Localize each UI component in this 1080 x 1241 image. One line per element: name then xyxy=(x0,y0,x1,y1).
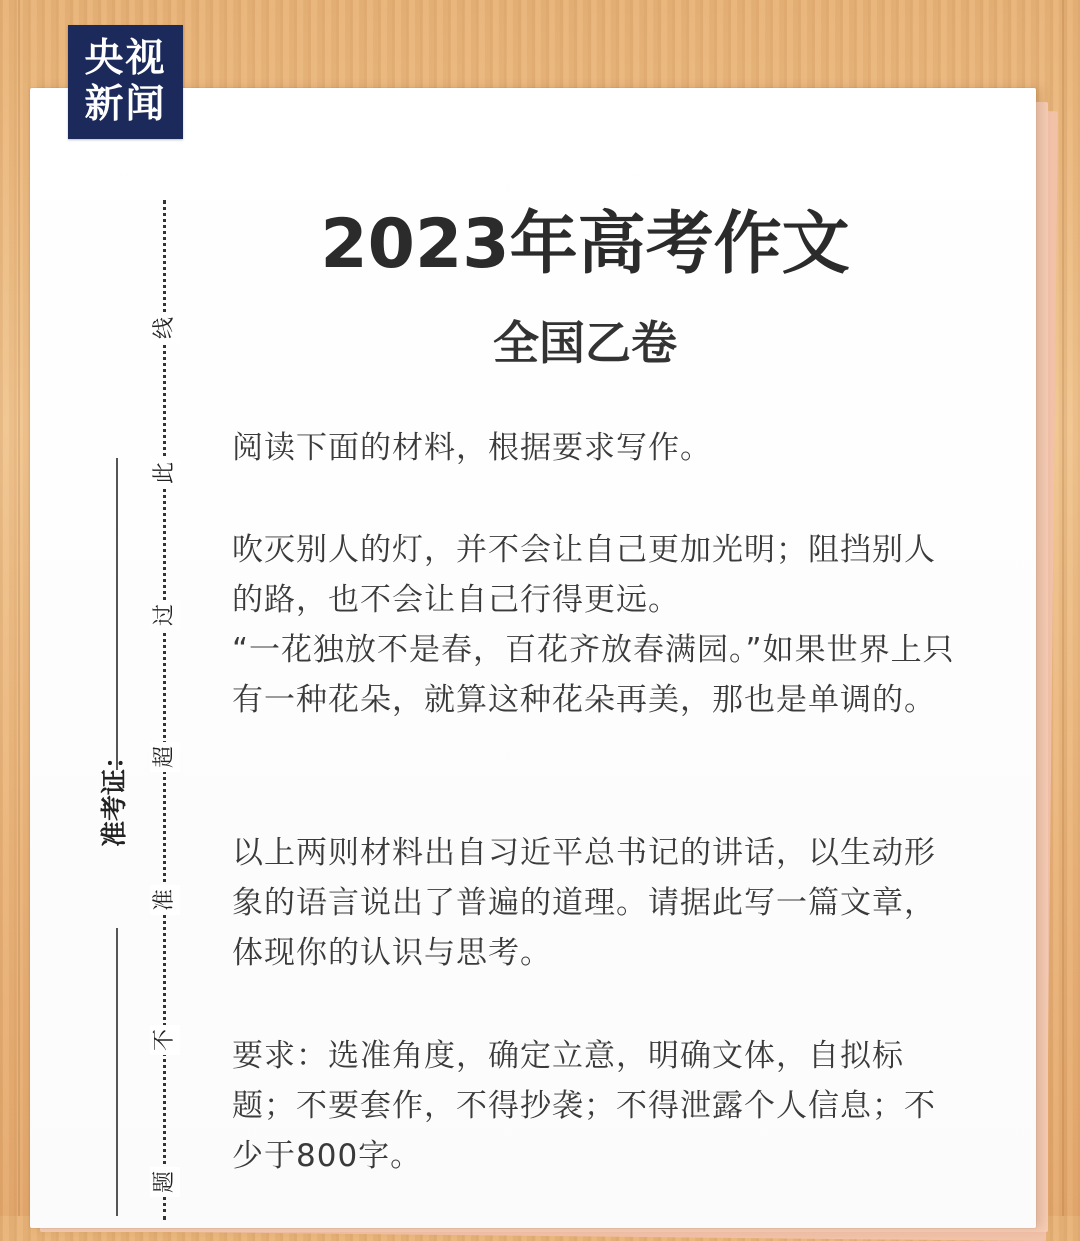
margin-warning-char: 超 xyxy=(150,742,180,772)
margin-warning-char: 题 xyxy=(150,1167,180,1197)
exam-id-line-lower xyxy=(116,928,118,1216)
margin-warning-char: 不 xyxy=(150,1025,180,1055)
margin-warning-char: 准 xyxy=(150,885,180,915)
exam-id-line-upper xyxy=(116,458,118,770)
logo-line-2: 新闻 xyxy=(84,82,167,127)
wood-seam xyxy=(18,0,20,1216)
margin-warning-char: 线 xyxy=(150,313,180,343)
requirements-text: 要求：选准角度，确定立意，明确文体，自拟标题；不要套作，不得抄袭；不得泄露个人信息；不少于800字。 xyxy=(232,1038,936,1174)
margin-warning-char: 过 xyxy=(150,600,180,630)
logo-line-1: 央视 xyxy=(84,36,167,81)
binding-dotted-line xyxy=(163,200,166,1220)
page-title: 2023年高考作文 xyxy=(320,205,850,284)
cctv-news-logo xyxy=(68,25,183,139)
material-paragraph-2: “一花独放不是春，百花齐放春满园。”如果世界上只有一种花朵，就算这种花朵再美，那也是单调的。 xyxy=(232,632,955,718)
wood-seam xyxy=(1062,0,1064,1216)
writing-prompt: 以上两则材料出自习近平总书记的讲话，以生动形象的语言说出了普遍的道理。请据此写一篇文章，体现你的认识与思考。 xyxy=(232,835,936,971)
paper-subtitle: 全国乙卷 xyxy=(493,316,677,370)
exam-id-label: 准考证： xyxy=(100,743,130,848)
instruction-text: 阅读下面的材料，根据要求写作。 xyxy=(232,430,712,466)
material-paragraph-1: 吹灭别人的灯，并不会让自己更加光明；阻挡别人的路，也不会让自己行得更远。 xyxy=(232,532,936,618)
margin-warning-char: 此 xyxy=(150,458,180,488)
